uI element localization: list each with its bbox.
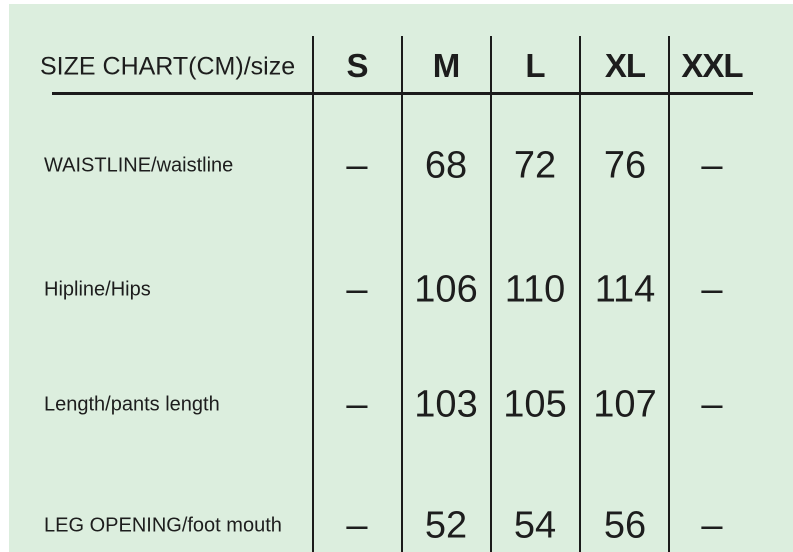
- size-value-cell: 105: [503, 383, 567, 426]
- size-value-cell: 114: [594, 268, 656, 311]
- size-value-cell: 68: [424, 144, 468, 187]
- row-label-waistline: WAISTLINE/waistline: [44, 154, 234, 177]
- size-value-cell: –: [346, 144, 368, 187]
- size-value-cell: –: [701, 268, 723, 311]
- row-label-hipline: Hipline/Hips: [44, 278, 151, 301]
- size-value-cell: 54: [513, 504, 557, 547]
- column-divider: [401, 36, 403, 552]
- column-divider: [668, 36, 670, 552]
- row-label-leg-opening: LEG OPENING/foot mouth: [44, 514, 282, 537]
- size-value-cell: 106: [414, 268, 478, 311]
- size-value-cell: 76: [603, 144, 647, 187]
- chart-title: SIZE CHART(CM)/size: [40, 52, 296, 81]
- column-header-s: S: [346, 47, 368, 84]
- size-value-cell: –: [701, 383, 723, 426]
- size-value-cell: 107: [593, 383, 657, 426]
- size-value-cell: 56: [603, 504, 647, 547]
- column-divider: [312, 36, 314, 552]
- row-label-length: Length/pants length: [44, 393, 220, 416]
- size-value-cell: –: [701, 144, 723, 187]
- size-value-cell: –: [346, 268, 368, 311]
- size-value-cell: 52: [424, 504, 468, 547]
- size-value-cell: –: [346, 383, 368, 426]
- column-divider: [579, 36, 581, 552]
- header-divider: [52, 92, 753, 95]
- column-header-xxl: XXL: [681, 47, 743, 84]
- column-header-m: M: [432, 47, 460, 84]
- size-value-cell: 103: [414, 383, 478, 426]
- column-header-l: L: [525, 47, 545, 84]
- column-header-xl: XL: [604, 47, 646, 84]
- column-divider: [490, 36, 492, 552]
- size-value-cell: –: [701, 504, 723, 547]
- size-value-cell: 72: [513, 144, 557, 187]
- size-value-cell: 110: [504, 268, 566, 311]
- size-value-cell: –: [346, 504, 368, 547]
